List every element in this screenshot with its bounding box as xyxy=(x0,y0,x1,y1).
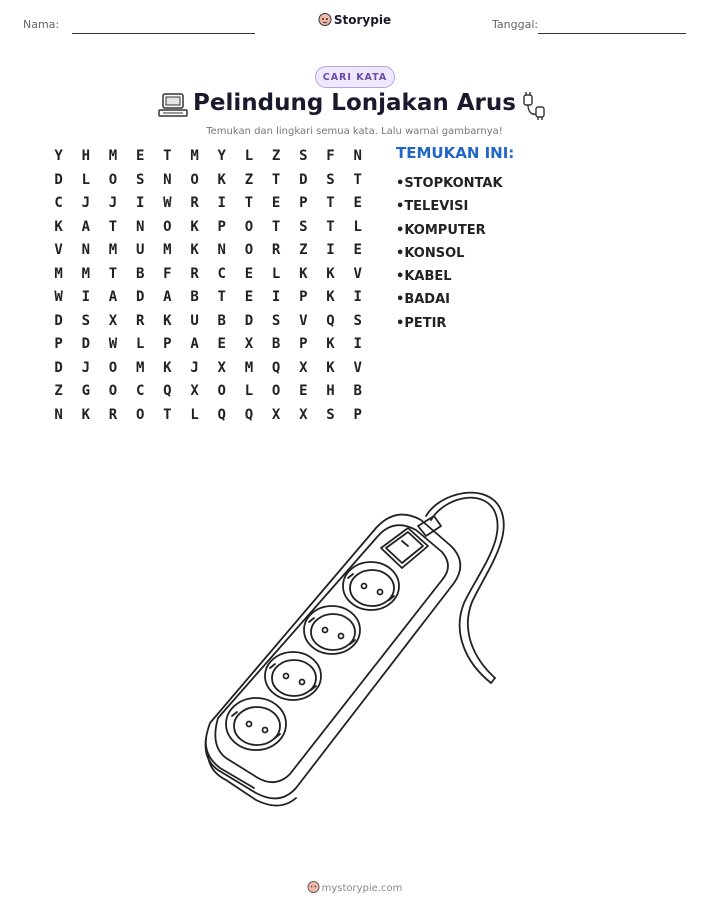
word-item: • BADAI xyxy=(396,288,514,311)
grid-letter[interactable]: E xyxy=(135,148,145,164)
grid-letter[interactable]: E xyxy=(217,336,226,352)
grid-letter[interactable]: X xyxy=(217,359,226,376)
grid-letter[interactable]: N xyxy=(217,242,226,258)
grid-letter[interactable]: E xyxy=(244,289,254,305)
grid-letter[interactable]: M xyxy=(135,359,145,376)
grid-letter[interactable]: X xyxy=(108,312,118,329)
brand-logo xyxy=(0,12,709,30)
word-item: • KONSOL xyxy=(396,242,514,265)
grid-letter[interactable]: D xyxy=(54,171,63,188)
grid-letter[interactable]: D xyxy=(54,312,63,329)
grid-letter[interactable]: K xyxy=(163,312,172,329)
grid-letter[interactable]: N xyxy=(81,242,90,258)
grid-letter[interactable]: P xyxy=(299,289,308,305)
footer-url[interactable]: mystorypie.com xyxy=(321,883,403,894)
grid-letter[interactable]: B xyxy=(135,265,145,282)
socket-1 xyxy=(343,562,399,610)
grid-row xyxy=(45,239,371,263)
grid-letter[interactable]: R xyxy=(135,312,145,329)
storypie-mascot-icon xyxy=(318,12,332,30)
grid-letter[interactable]: K xyxy=(326,359,335,376)
name-label: Nama: xyxy=(23,18,60,31)
grid-letter[interactable]: B xyxy=(217,312,226,329)
power-strip-illustration[interactable] xyxy=(196,488,506,817)
grid-letter[interactable]: V xyxy=(299,312,308,329)
grid-letter[interactable]: S xyxy=(326,406,335,423)
instructions: Temukan dan lingkari semua kata. Lalu warnai gambarnya! xyxy=(206,126,503,137)
grid-letter[interactable]: T xyxy=(163,406,172,423)
grid-letter[interactable]: R xyxy=(271,242,281,258)
storypie-mascot-icon xyxy=(307,880,320,897)
word-search-grid[interactable] xyxy=(45,145,371,427)
grid-letter[interactable]: Z xyxy=(271,148,281,164)
grid-letter[interactable]: A xyxy=(163,289,172,305)
grid-letter[interactable]: T xyxy=(217,289,226,305)
grid-letter[interactable]: W xyxy=(108,336,118,352)
word-item: • TELEVISI xyxy=(396,195,514,218)
grid-row xyxy=(45,216,371,240)
grid-letter[interactable]: B xyxy=(190,289,199,305)
socket-3 xyxy=(265,652,321,700)
grid-letter[interactable]: R xyxy=(190,195,199,211)
grid-letter[interactable]: K xyxy=(81,406,90,423)
grid-letter[interactable]: S xyxy=(135,171,145,188)
name-field-line[interactable] xyxy=(72,33,255,34)
grid-letter[interactable]: E xyxy=(244,265,254,282)
date-label: Tanggal: xyxy=(492,18,539,31)
grid-letter[interactable]: N xyxy=(135,218,145,235)
grid-letter[interactable]: K xyxy=(163,359,172,376)
grid-letter[interactable]: D xyxy=(81,336,90,352)
grid-letter[interactable]: A xyxy=(190,336,199,352)
grid-letter[interactable]: G xyxy=(81,383,90,399)
grid-letter[interactable]: Q xyxy=(244,406,254,423)
word-item: • KABEL xyxy=(396,265,514,288)
grid-letter[interactable]: J xyxy=(81,195,90,211)
grid-letter[interactable]: K xyxy=(326,289,335,305)
grid-letter[interactable]: I xyxy=(81,289,90,305)
grid-letter[interactable]: S xyxy=(353,312,362,329)
grid-letter[interactable]: Q xyxy=(271,359,281,376)
grid-letter[interactable]: H xyxy=(326,383,335,399)
grid-letter[interactable]: K xyxy=(217,171,226,188)
grid-letter[interactable]: S xyxy=(299,218,308,235)
date-field-line[interactable] xyxy=(538,33,686,34)
grid-letter[interactable]: M xyxy=(244,359,254,376)
grid-letter[interactable]: B xyxy=(353,383,362,399)
power-strip-body xyxy=(206,515,461,799)
grid-letter[interactable]: S xyxy=(299,148,308,164)
page-title: Pelindung Lonjakan Arus xyxy=(193,90,516,116)
grid-letter[interactable]: T xyxy=(271,218,281,235)
grid-letter[interactable]: O xyxy=(217,383,226,399)
grid-letter[interactable]: K xyxy=(299,265,308,282)
grid-letter[interactable]: S xyxy=(271,312,281,329)
word-item: • PETIR xyxy=(396,312,514,335)
grid-letter[interactable]: O xyxy=(190,171,199,188)
grid-row xyxy=(45,263,371,287)
grid-letter[interactable]: O xyxy=(108,359,118,376)
grid-letter[interactable]: N xyxy=(353,148,362,164)
grid-row xyxy=(45,380,371,404)
cable-plug-icon xyxy=(520,92,548,126)
grid-letter[interactable]: J xyxy=(81,359,90,376)
grid-letter[interactable]: E xyxy=(299,383,308,399)
grid-letter[interactable]: M xyxy=(54,265,63,282)
grid-letter[interactable]: L xyxy=(353,218,362,235)
grid-letter[interactable]: O xyxy=(108,171,118,188)
grid-letter[interactable]: V xyxy=(54,242,63,258)
grid-row xyxy=(45,333,371,357)
grid-letter[interactable]: Q xyxy=(163,383,172,399)
grid-letter[interactable]: F xyxy=(326,148,335,164)
grid-letter[interactable]: M xyxy=(190,148,199,164)
grid-row xyxy=(45,169,371,193)
grid-letter[interactable]: W xyxy=(54,289,63,305)
grid-letter[interactable]: T xyxy=(353,171,362,188)
grid-letter[interactable]: J xyxy=(108,195,118,211)
grid-letter[interactable]: T xyxy=(108,218,118,235)
grid-letter[interactable]: P xyxy=(217,218,226,235)
grid-letter[interactable]: D xyxy=(299,171,308,188)
grid-letter[interactable]: L xyxy=(244,148,254,164)
activity-badge: CARI KATA xyxy=(315,66,395,88)
grid-letter[interactable]: J xyxy=(190,359,199,376)
grid-letter[interactable]: I xyxy=(271,289,281,305)
grid-letter[interactable]: V xyxy=(353,359,362,376)
grid-letter[interactable]: A xyxy=(81,218,90,235)
grid-letter[interactable]: I xyxy=(217,195,226,211)
grid-letter[interactable]: A xyxy=(108,289,118,305)
grid-letter[interactable]: M xyxy=(108,242,118,258)
grid-letter[interactable]: Q xyxy=(217,406,226,423)
grid-letter[interactable]: K xyxy=(326,265,335,282)
brand-name: Storypie xyxy=(333,13,392,27)
grid-letter[interactable]: T xyxy=(108,265,118,282)
grid-letter[interactable]: U xyxy=(190,312,199,329)
grid-letter[interactable]: N xyxy=(54,406,63,423)
grid-letter[interactable]: T xyxy=(244,195,254,211)
grid-letter[interactable]: E xyxy=(353,195,362,211)
grid-letter[interactable]: D xyxy=(135,289,145,305)
grid-letter[interactable]: T xyxy=(163,148,172,164)
grid-letter[interactable]: W xyxy=(163,195,172,211)
grid-letter[interactable]: O xyxy=(135,406,145,423)
grid-letter[interactable]: S xyxy=(81,312,90,329)
grid-letter[interactable]: R xyxy=(108,406,118,423)
grid-letter[interactable]: L xyxy=(271,265,281,282)
grid-letter[interactable]: Y xyxy=(54,148,63,164)
grid-letter[interactable]: Z xyxy=(54,383,63,399)
word-list-title: TEMUKAN INI: xyxy=(396,144,515,162)
grid-letter[interactable]: E xyxy=(271,195,281,211)
grid-letter[interactable]: N xyxy=(163,171,172,188)
grid-letter[interactable]: P xyxy=(299,195,308,211)
grid-letter[interactable]: D xyxy=(54,359,63,376)
grid-letter[interactable]: U xyxy=(135,242,145,258)
grid-letter[interactable]: R xyxy=(190,265,199,282)
grid-row xyxy=(45,404,371,428)
grid-letter[interactable]: K xyxy=(54,218,63,235)
grid-row xyxy=(45,145,371,169)
grid-letter[interactable]: X xyxy=(299,406,308,423)
grid-letter[interactable]: H xyxy=(81,148,90,164)
grid-row xyxy=(45,286,371,310)
grid-letter[interactable]: T xyxy=(271,171,281,188)
grid-letter[interactable]: K xyxy=(326,336,335,352)
grid-letter[interactable]: O xyxy=(244,242,254,258)
grid-letter[interactable]: X xyxy=(244,336,254,352)
grid-letter[interactable]: Y xyxy=(217,148,226,164)
grid-letter[interactable]: K xyxy=(190,218,199,235)
grid-letter[interactable]: L xyxy=(135,336,145,352)
grid-letter[interactable]: S xyxy=(326,171,335,188)
grid-letter[interactable]: F xyxy=(163,265,172,282)
grid-letter[interactable]: E xyxy=(353,242,362,258)
grid-row xyxy=(45,357,371,381)
grid-letter[interactable]: O xyxy=(163,218,172,235)
grid-letter[interactable]: P xyxy=(353,406,362,423)
grid-row xyxy=(45,310,371,334)
grid-letter[interactable]: C xyxy=(135,383,145,399)
grid-letter[interactable]: O xyxy=(271,383,281,399)
grid-letter[interactable]: B xyxy=(271,336,281,352)
grid-letter[interactable]: M xyxy=(108,148,118,164)
grid-letter[interactable]: L xyxy=(81,171,90,188)
grid-letter[interactable]: Z xyxy=(244,171,254,188)
grid-letter[interactable]: I xyxy=(326,242,335,258)
grid-letter[interactable]: P xyxy=(54,336,63,352)
grid-letter[interactable]: P xyxy=(299,336,308,352)
word-list xyxy=(396,144,514,335)
word-item: • KOMPUTER xyxy=(396,219,514,242)
word-item: • STOPKONTAK xyxy=(396,172,514,195)
socket-4 xyxy=(226,698,286,750)
grid-letter[interactable]: L xyxy=(190,406,199,423)
grid-letter[interactable]: T xyxy=(326,195,335,211)
grid-letter[interactable]: M xyxy=(81,265,90,282)
grid-letter[interactable]: M xyxy=(163,242,172,258)
grid-letter[interactable]: X xyxy=(271,406,281,423)
grid-letter[interactable]: I xyxy=(135,195,145,211)
grid-row xyxy=(45,192,371,216)
grid-letter[interactable]: L xyxy=(244,383,254,399)
grid-letter[interactable]: Q xyxy=(326,312,335,329)
grid-letter[interactable]: C xyxy=(54,195,63,211)
footer xyxy=(0,880,709,897)
grid-letter[interactable]: V xyxy=(353,265,362,282)
grid-letter[interactable]: D xyxy=(244,312,254,329)
grid-letter[interactable]: X xyxy=(190,383,199,399)
grid-letter[interactable]: P xyxy=(163,336,172,352)
grid-letter[interactable]: K xyxy=(190,242,199,258)
grid-letter[interactable]: C xyxy=(217,265,226,282)
grid-letter[interactable]: T xyxy=(326,218,335,235)
grid-letter[interactable]: O xyxy=(108,383,118,399)
grid-letter[interactable]: I xyxy=(353,336,362,352)
grid-letter[interactable]: O xyxy=(244,218,254,235)
grid-letter[interactable]: X xyxy=(299,359,308,376)
socket-2 xyxy=(304,606,360,654)
grid-letter[interactable]: Z xyxy=(299,242,308,258)
grid-letter[interactable]: I xyxy=(353,289,362,305)
